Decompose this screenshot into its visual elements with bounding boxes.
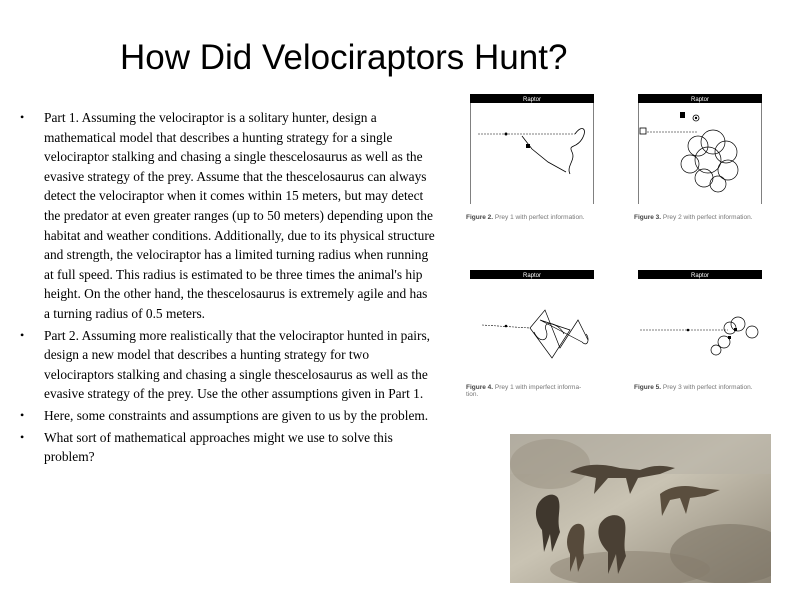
figure-header: Raptor [690, 273, 710, 279]
bullet-item [20, 428, 435, 467]
figure-header: Raptor [690, 97, 710, 103]
figure-3-trajectory [638, 94, 762, 204]
bullet-text: What sort of mathematical approaches might we use to solve this problem? [44, 429, 393, 465]
figure-caption: Figure 3. Prey 2 with perfect information. [634, 214, 753, 221]
bullet-icon: • [20, 407, 25, 422]
bullet-icon: • [20, 110, 25, 124]
bullet-text: Part 1. Assuming the velociraptor is a solitary hunter, design a mathematical model that describes a hunting strategy for a single velociraptor stalking and chasing a single thescelosaurus as well as the evasive strategy of the prey. Assume that the thescelosaurus can always detect the velociraptor when it comes within 15 meters, but may detect the predator at even greater ranges (up to 50 meters) depending upon the habitat and weather conditions. Additionally, due to its physical structure and strength, the velociraptor has a limited turning radius when running at full speed. This radius is estimated to be three times the animal's hip height. On the other hand, the thescelosaurus is extremely agile and has a turning radius of 0.5 meters. [44, 110, 435, 321]
figure-4-trajectory [470, 270, 594, 370]
bullet-item [20, 108, 435, 324]
bullet-text: Here, some constraints and assumptions are given to us by the problem. [44, 407, 429, 423]
figure-header: Raptor [522, 273, 542, 279]
figure-header: Raptor [522, 97, 542, 103]
bullet-list [20, 108, 435, 469]
figure-5-trajectory [638, 270, 762, 370]
bullet-icon: • [20, 429, 25, 444]
bullet-text: Part 2. Assuming more realistically that the velociraptor hunted in pairs, design a new model that describes a hunting strategy for two velociraptors stalking and chasing a single thescelosaurus as well as the evasive strategy of the prey. Use the other assumptions given in Part 1. [44, 327, 431, 402]
bullet-item [20, 326, 435, 404]
figure-caption: Figure 4. Prey 1 with imperfect informa- tion. [466, 384, 582, 398]
figure-caption: Figure 2. Prey 1 with perfect information. [466, 214, 585, 221]
figure-2-trajectory [470, 94, 594, 204]
bullet-item [20, 406, 435, 426]
velociraptor-painting-image [510, 434, 771, 583]
slide-title: How Did Velociraptors Hunt? [120, 38, 568, 77]
figure-caption: Figure 5. Prey 3 with perfect information. [634, 384, 753, 391]
bullet-icon: • [20, 327, 25, 342]
